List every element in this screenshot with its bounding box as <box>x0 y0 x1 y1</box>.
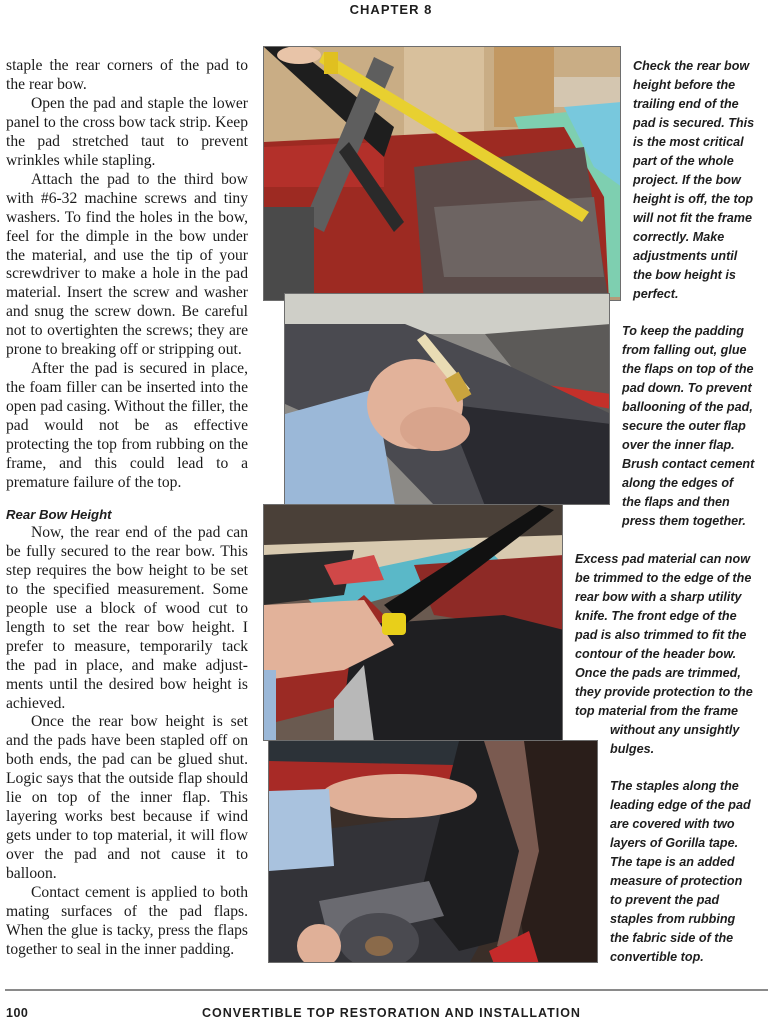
footer-divider <box>5 989 768 991</box>
body-text-column <box>6 57 248 960</box>
photo-tape-measure-rear-bow <box>263 46 621 301</box>
body-paragraph: Once the rear bow height is set and the pads have been stapled off on both ends, the pad can be glued shut. Logic says that the outside flap should lie on top of the inner flap. This layering works best because if wind gets under to top material, it will flow over the pad and not cause it to balloon. <box>6 713 248 883</box>
photo-gluing-pad-flaps <box>284 293 610 505</box>
body-paragraph: After the pad is secured in place, the foam filler can be inserted into the open pad casing. Without the filler, the pad would not be as effective protecting the top from rubbing on the frame, and this could lead to a premature failure of the top. <box>6 360 248 491</box>
photo-caption: Excess pad material can now be trimmed to the edge of the rear bow with a sharp utility knife. The front edge of the pad is also trimmed to fit the contour of the header bow. Once the pads are trimmed, they provide protection to the top material from the frame without any unsightly bulges. <box>575 552 753 756</box>
photo-image <box>264 47 621 301</box>
section-subhead: Rear Bow Height <box>6 506 112 522</box>
book-title-footer: CONVERTIBLE TOP RESTORATION AND INSTALLATION <box>202 1006 581 1020</box>
chapter-running-head: CHAPTER 8 <box>349 2 433 17</box>
photo-caption: The staples along the leading edge of the pad are covered with two layers of Gorilla tape. The tape is an added measure of protection to prevent the pad staples from rubbing the fabric side of the convertible top. <box>610 779 751 964</box>
body-paragraph: Attach the pad to the third bow with #6-32 machine screws and tiny washers. To find the holes in the bow, feel for the dimple in the bow under the material, and use the tip of your screwdriver to make a hole in the pad material. Insert the screw and washer and snug the screw down. Be careful not to overtighten the screws; they are prone to breaking off or stripping out. <box>6 170 248 359</box>
body-paragraph: Contact cement is applied to both mating surfaces of the pad flaps. When the glue is tacky, press the flaps together to seal in the inner padding. <box>6 884 248 958</box>
photo-image <box>269 741 598 963</box>
photo-caption: To keep the padding from falling out, glue the flaps on top of the pad down. To prevent ballooning of the pad, secure the outer flap over the inner flap. Brush contact cement along the edges of the flaps and then press them together. <box>622 324 755 528</box>
page-number: 100 <box>6 1006 29 1020</box>
body-paragraph: staple the rear corners of the pad to the rear bow. <box>6 57 248 93</box>
photo-taping-staples <box>268 740 598 963</box>
photo-image <box>264 505 563 741</box>
photo-trimming-pad <box>263 504 563 741</box>
photo-caption: Check the rear bow height before the trailing end of the pad is secured. This is the most critical part of the whole project. If the bow height is off, the top will not fit the frame correctly. Make adjustments until the bow height is perfect. <box>633 59 755 301</box>
photo-image <box>285 294 610 505</box>
body-paragraph: Open the pad and staple the lower panel to the cross bow tack strip. Keep the pad stretched taut to prevent wrinkles while stapling. <box>6 94 248 169</box>
body-paragraph: Now, the rear end of the pad can be fully secured to the rear bow. This step requires the bow height to be set to the specified measurement. Some people use a block of wood cut to length to set the rear bow height. I prefer to measure, temporarily tack the pad in place, and make adjustments until the desired bow height is achieved. <box>6 523 248 712</box>
